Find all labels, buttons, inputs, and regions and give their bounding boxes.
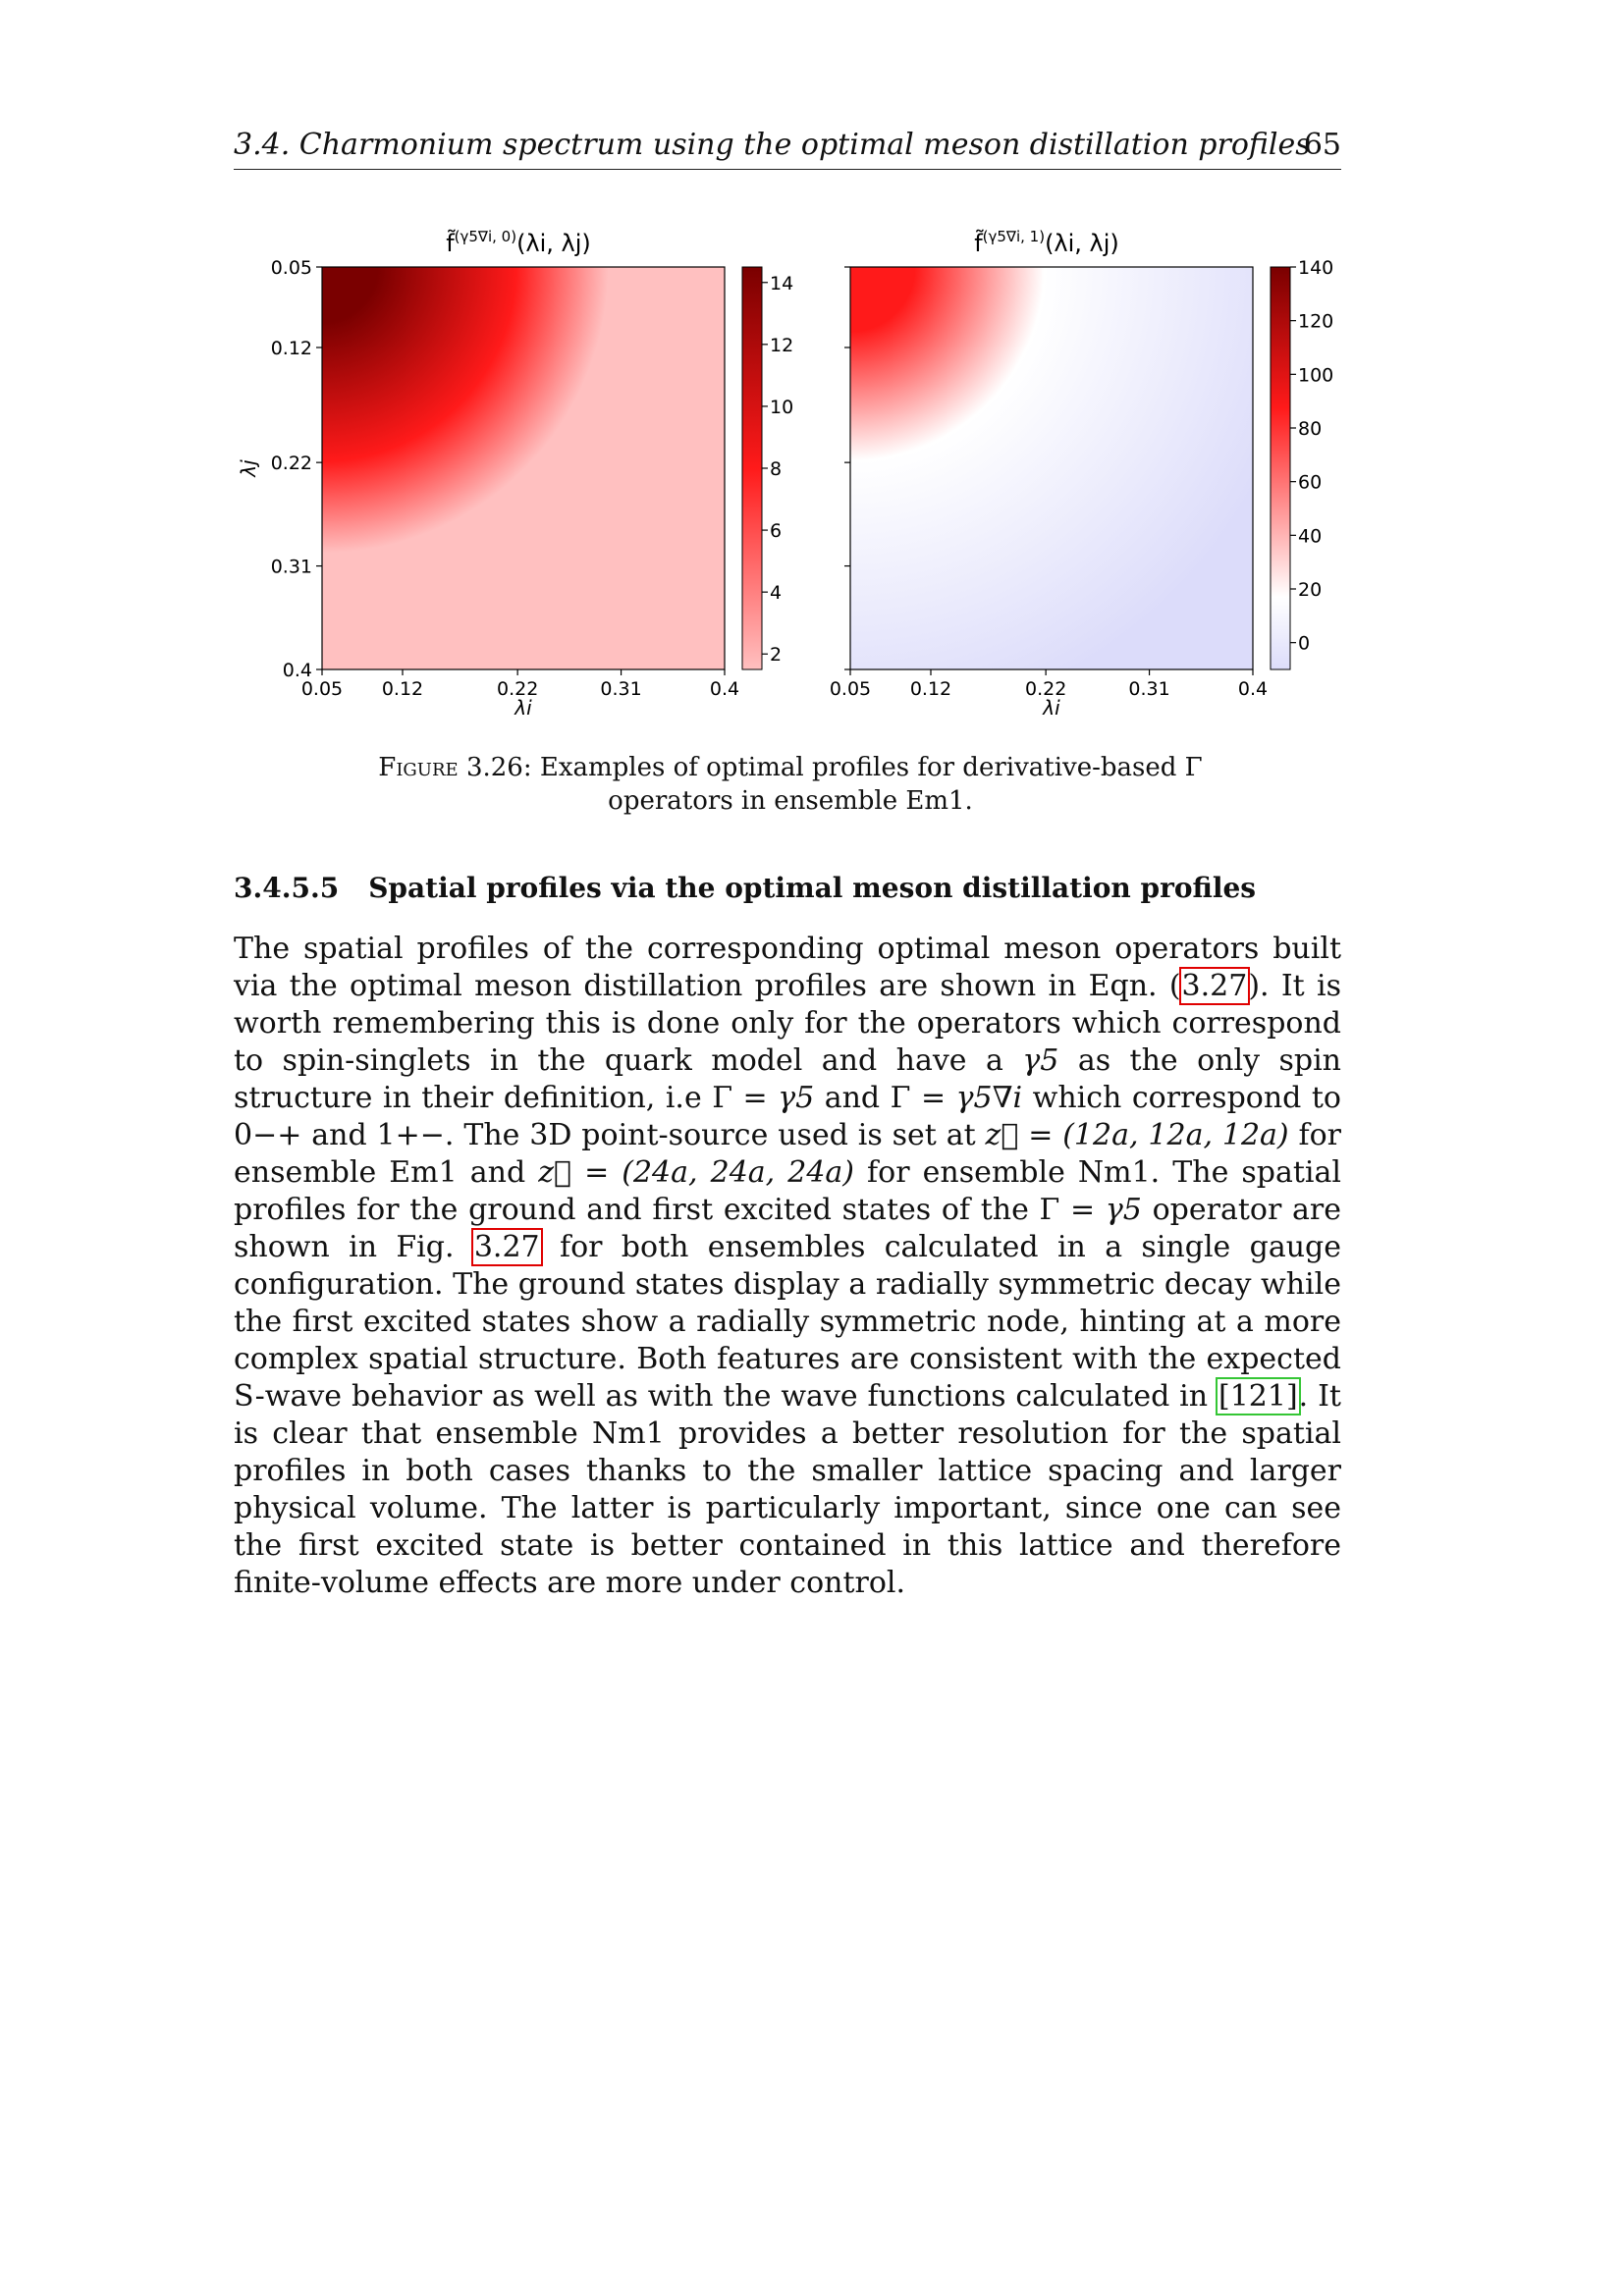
subsection-heading (234, 872, 1256, 904)
x-tick-label: 0.22 (496, 678, 539, 700)
heatmap-right-field (850, 267, 1253, 669)
body-text-6: and (301, 1118, 377, 1152)
body-text-12: . It is clear that ensemble Nm1 provides a better resolution for the spatial profiles in both cases thanks to the smaller lattice spacing and larger physical volume. The latter is particularly important, since one can see the first excited state is better contained in this lattice and therefore finite-volume effects are more under control. (234, 1379, 1341, 1600)
caption-text: Examples of optimal profiles for derivative-based Γ operators in ensemble Em1. (539, 753, 1203, 816)
colorbar-tick-label: 2 (770, 644, 783, 667)
heatmap-left-field (322, 267, 725, 669)
heatmap-left-xlabel: λi (514, 696, 532, 720)
y-tick-label: 0.22 (270, 453, 312, 475)
y-tick-label: 0.31 (270, 556, 312, 578)
colorbar-tick-label: 0 (1298, 632, 1311, 655)
colorbar-tick-label: 120 (1298, 310, 1334, 333)
heatmap-left-y-axis (271, 257, 322, 681)
x-tick-label: 0.4 (1237, 678, 1269, 700)
colorbar-tick-label: 10 (770, 396, 794, 418)
x-tick-label: 0.4 (709, 678, 740, 700)
body-text-7: . The 3D point-source used is set at (444, 1118, 986, 1152)
heatmap-right-title: f̃$^{(\gamma 5\nabla i, 1)}$(λi, λj) (974, 228, 1119, 257)
colorbar-tick-label: 4 (770, 582, 783, 605)
subsection-title: Spatial profiles via the optimal meson distillation profiles (368, 872, 1257, 904)
colorbar-tick-label: 80 (1298, 418, 1323, 440)
colorbar-right-bar (1271, 267, 1290, 669)
citation-link[interactable]: [121] (1218, 1379, 1298, 1414)
figure-caption (363, 751, 1218, 818)
x-tick-label: 0.31 (1128, 678, 1170, 700)
colorbar-tick-label: 140 (1298, 257, 1334, 279)
heatmap-left-ylabel: λj (237, 459, 260, 477)
colorbar-tick-label: 100 (1298, 364, 1334, 387)
x-tick-label: 0.22 (1024, 678, 1067, 700)
body-text-11: for both ensembles calculated in a single gauge configuration. The ground states display a radially symmetric decay while the first excited states show a radially symmetric node, hinting at a more complex spatial structure. Both features are consistent with the expected S-wave behavior as well as with the wave functions calculated in (234, 1230, 1341, 1414)
colorbar-right (1271, 257, 1333, 669)
body-text-9: for ensemble Nm1. The spatial profiles for the ground and first excited states of the Γ = (234, 1155, 1342, 1227)
colorbar-left (742, 267, 793, 669)
colorbar-tick-label: 14 (770, 272, 794, 294)
running-head-title: 3.4. Charmonium spectrum using the optimal meson distillation profiles (234, 128, 1311, 162)
y-tick-label: 0.05 (270, 257, 312, 279)
math-point-source-em1: z⃗ = (12a, 12a, 12a) (985, 1118, 1289, 1152)
x-tick-label: 0.05 (829, 678, 872, 700)
colorbar-tick-label: 20 (1298, 579, 1323, 601)
heatmap-left-title: f̃$^{(\gamma 5\nabla i, 0)}$(λi, λj) (446, 228, 591, 257)
math-gamma5: γ5 (1022, 1043, 1059, 1078)
figure-ref-link[interactable]: 3.27 (473, 1230, 540, 1264)
colorbar-tick-label: 8 (770, 458, 783, 480)
colorbar-tick-label: 12 (770, 334, 794, 356)
body-paragraph (234, 931, 1341, 1602)
colorbar-right-ticks (1290, 257, 1333, 655)
heatmap-right (830, 228, 1268, 720)
x-tick-label: 0.12 (381, 678, 424, 700)
math-jpc-0mp: 0−+ (234, 1118, 302, 1152)
running-head (234, 128, 1341, 170)
math-gamma5: γ5 (778, 1081, 815, 1115)
colorbar-tick-label: 40 (1298, 525, 1323, 548)
body-text-3: as the only spin structure in their definition, i.e Γ = (234, 1043, 1342, 1115)
body-text-1: The spatial profiles of the corresponding optimal meson operators built via the optimal meson distillation profiles are shown in Eqn. ( (234, 932, 1341, 1003)
body-text-2: ). It is worth remembering this is done only for the operators which correspond to spin-singlets in the quark model and have a (234, 969, 1341, 1078)
heatmap-left (237, 228, 739, 720)
figure-3-26 (234, 218, 1341, 728)
colorbar-left-bar (742, 267, 762, 669)
body-text-4: and Γ = (814, 1081, 956, 1115)
math-gamma5-nabla: γ5∇i (955, 1081, 1023, 1115)
page-number: 65 (1303, 128, 1341, 162)
math-point-source-nm1: z⃗ = (24a, 24a, 24a) (538, 1155, 855, 1190)
body-text-5: which correspond to (1022, 1081, 1341, 1115)
colorbar-tick-label: 60 (1298, 471, 1323, 494)
math-jpc-1pm: 1+− (376, 1118, 445, 1152)
eqn-ref-link[interactable]: 3.27 (1181, 969, 1248, 1003)
subsection-number: 3.4.5.5 (234, 872, 340, 904)
heatmap-right-y-axis (844, 267, 850, 669)
y-tick-label: 0.12 (270, 338, 312, 359)
x-tick-label: 0.05 (300, 678, 344, 700)
x-tick-label: 0.31 (600, 678, 642, 700)
colorbar-tick-label: 6 (770, 520, 783, 543)
body-text-10: operator are shown in Fig. (234, 1193, 1341, 1264)
x-tick-label: 0.12 (909, 678, 952, 700)
body-text-8: for ensemble Em1 and (234, 1118, 1342, 1190)
caption-label: Figure 3.26: (378, 753, 532, 782)
colorbar-left-ticks (762, 273, 793, 666)
heatmap-right-xlabel: λi (1043, 696, 1060, 720)
math-gamma5: γ5 (1105, 1193, 1142, 1227)
y-tick-label: 0.4 (282, 660, 312, 681)
